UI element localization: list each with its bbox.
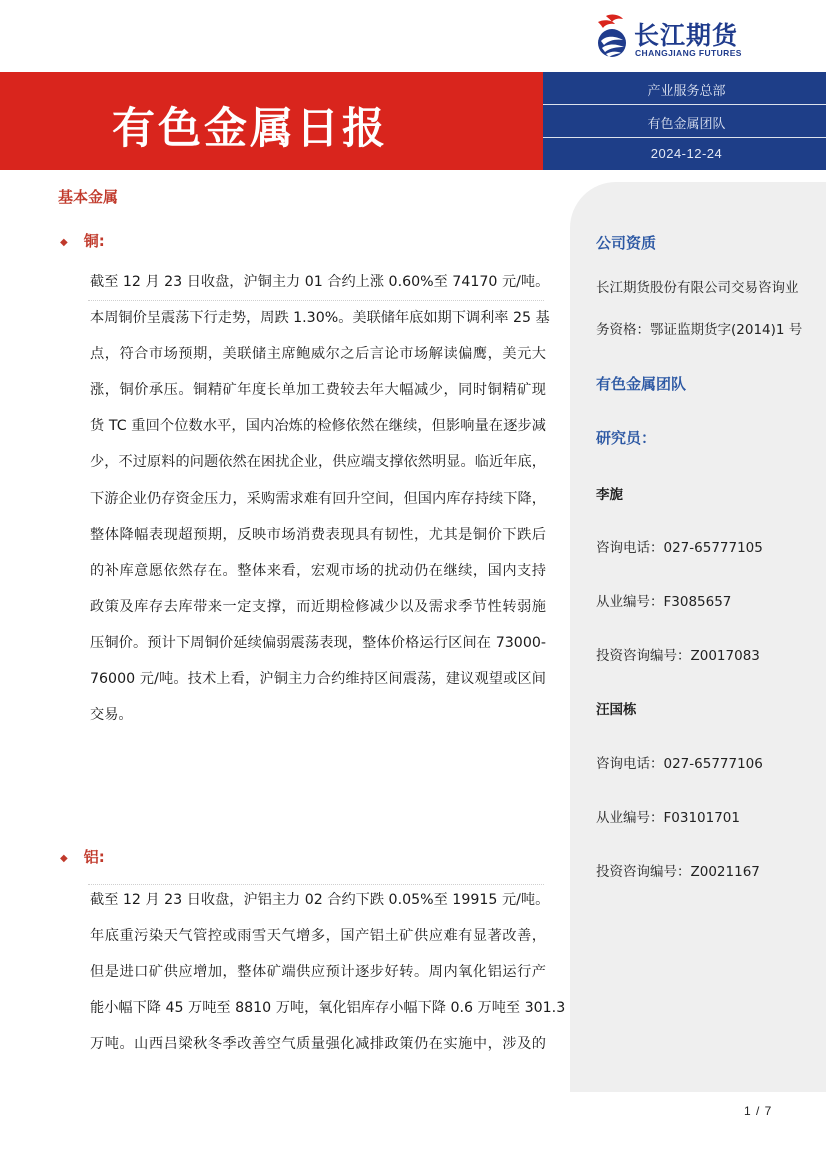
company-qualification-heading: 公司资质 xyxy=(596,234,657,252)
report-title: 有色金属日报 xyxy=(112,104,388,154)
researcher-advisor-id: 投资咨询编号：Z0021167 xyxy=(596,864,760,880)
researcher-license: 从业编号：F3085657 xyxy=(596,594,732,610)
copper-line: 截至 12 月 23 日收盘，沪铜主力 01 合约上涨 0.60%至 74170 元/吨。 xyxy=(90,274,550,290)
diamond-bullet-icon: ◆ xyxy=(60,853,68,864)
logo-name-cn: 长江期货 xyxy=(634,21,739,50)
diamond-bullet-icon: ◆ xyxy=(60,237,68,248)
copper-heading-text: 铜: xyxy=(83,232,105,250)
researcher-phone: 咨询电话：027-65777106 xyxy=(596,756,763,772)
company-qualification-text: 长江期货股份有限公司交易咨询业 xyxy=(596,280,799,296)
researcher-license: 从业编号：F03101701 xyxy=(596,810,740,826)
aluminum-heading-text: 铝: xyxy=(83,848,105,866)
team-heading: 有色金属团队 xyxy=(596,375,687,393)
department-label: 产业服务总部 xyxy=(647,84,726,99)
copper-line: 下游企业仍存资金压力，采购需求难有回升空间，但国内库存持续下降， xyxy=(90,490,546,507)
copper-line: 政策及库存去库带来一定支撑，而近期检修减少以及需求季节性转弱施 xyxy=(90,598,546,615)
meta-divider xyxy=(543,104,826,105)
aluminum-paragraph xyxy=(90,882,566,1062)
team-label: 有色金属团队 xyxy=(647,117,726,132)
logo-icon xyxy=(592,14,632,60)
page-number: 1 / 7 xyxy=(744,1104,773,1118)
copper-line: 76000 元/吨。技术上看，沪铜主力合约维持区间震荡，建议观望或区间 xyxy=(90,671,546,688)
researcher-heading: 研究员： xyxy=(596,429,657,447)
copper-line: 的补库意愿依然存在。整体来看，宏观市场的扰动仍在继续，国内支持 xyxy=(90,562,546,579)
aluminum-heading xyxy=(60,846,105,867)
aluminum-line: 年底重污染天气管控或雨雪天气增多，国产铝土矿供应难有显著改善， xyxy=(90,928,546,945)
copper-line: 点，符合市场预期，美联储主席鲍威尔之后言论市场解读偏鹰，美元大 xyxy=(90,346,546,363)
copper-paragraph xyxy=(90,264,550,733)
copper-line: 压铜价。预计下周铜价延续偏弱震荡表现，整体价格运行区间在 73000- xyxy=(90,634,546,651)
researcher-name: 李旎 xyxy=(596,487,623,503)
aluminum-line: 万吨。山西吕梁秋冬季改善空气质量强化减排政策仍在实施中，涉及的 xyxy=(90,1036,546,1053)
report-date: 2024-12-24 xyxy=(650,146,723,161)
copper-line: 货 TC 重回个位数水平，国内冶炼的检修依然在继续，但影响量在逐步减 xyxy=(90,418,546,435)
researcher-advisor-id: 投资咨询编号：Z0017083 xyxy=(596,648,760,664)
section-title: 基本金属 xyxy=(58,188,119,206)
header-meta-box xyxy=(543,72,826,170)
copper-line: 交易。 xyxy=(90,707,133,724)
company-logo xyxy=(592,14,762,60)
copper-line: 本周铜价呈震荡下行走势，周跌 1.30%。美联储年底如期下调利率 25 基 xyxy=(90,310,550,327)
copper-line: 少，不过原料的问题依然在困扰企业，供应端支撑依然明显。临近年底， xyxy=(90,454,546,471)
researcher-name: 汪国栋 xyxy=(596,702,637,718)
researcher-phone: 咨询电话：027-65777105 xyxy=(596,540,763,556)
copper-heading xyxy=(60,230,105,251)
aluminum-line: 截至 12 月 23 日收盘，沪铝主力 02 合约下跌 0.05%至 19915 元/吨。 xyxy=(90,892,550,908)
aluminum-line: 但是进口矿供应增加，整体矿端供应预计逐步好转。周内氧化铝运行产 xyxy=(90,964,546,981)
logo-name-en: CHANGJIANG FUTURES xyxy=(635,48,742,58)
company-qualification-text: 务资格：鄂证监期货字(2014)1 号 xyxy=(596,322,803,338)
copper-line: 涨，铜价承压。铜精矿年度长单加工费较去年大幅减少，同时铜精矿现 xyxy=(90,382,546,399)
aluminum-line: 能小幅下降 45 万吨至 8810 万吨，氧化铝库存小幅下降 0.6 万吨至 301.3 xyxy=(90,1000,566,1017)
meta-divider xyxy=(543,137,826,138)
copper-line: 整体降幅表现超预期，反映市场消费表现具有韧性，尤其是铜价下跌后 xyxy=(90,526,546,543)
